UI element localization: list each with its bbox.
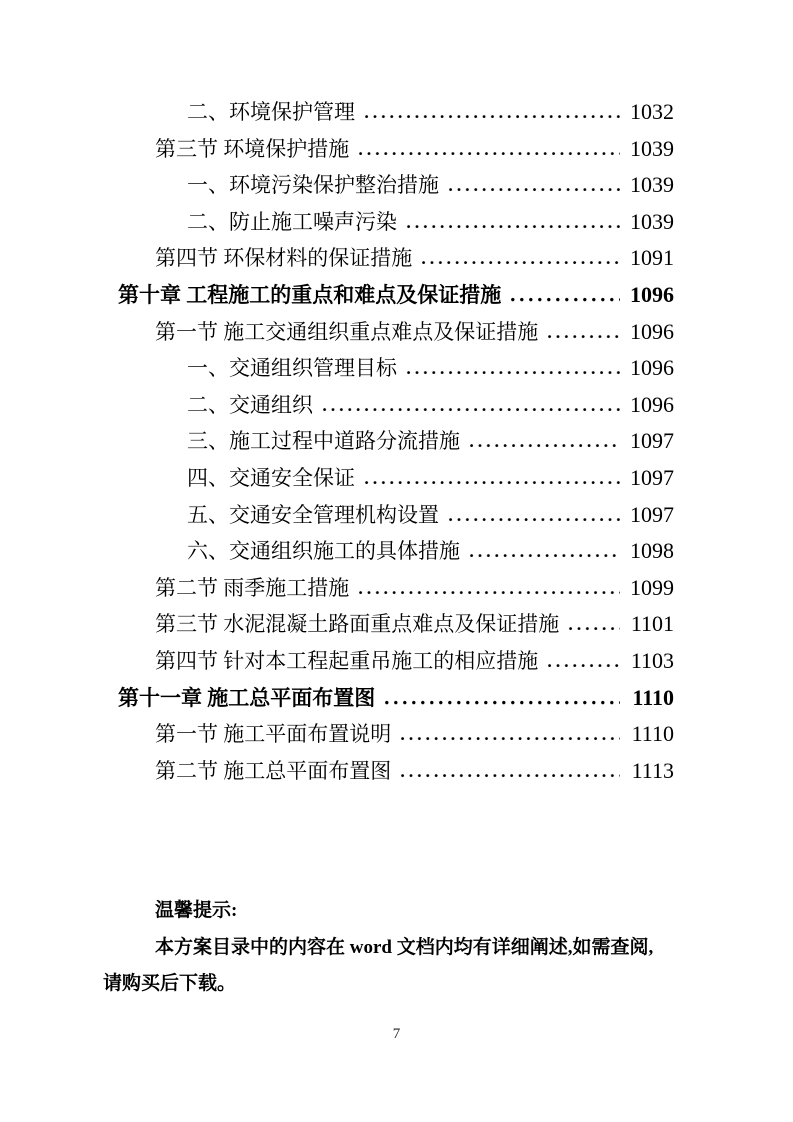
toc-entry-page: 1039 bbox=[630, 135, 674, 161]
toc-entry[interactable] bbox=[103, 350, 674, 387]
toc-entry-label: 一、交通组织管理目标 bbox=[187, 356, 397, 381]
toc-leader-dots bbox=[569, 626, 620, 631]
toc-entry[interactable] bbox=[103, 277, 674, 314]
toc-leader-dots bbox=[359, 151, 620, 156]
toc-entry-label: 二、交通组织 bbox=[187, 392, 313, 417]
toc-entry[interactable] bbox=[103, 423, 674, 460]
toc-leader-dots bbox=[449, 187, 620, 192]
toc-leader-dots bbox=[365, 480, 620, 485]
toc-leader-dots bbox=[511, 297, 620, 302]
toc-entry-page: 1096 bbox=[630, 391, 674, 417]
toc-entry-page: 1097 bbox=[630, 464, 674, 490]
toc-entry-label: 三、施工过程中道路分流措施 bbox=[187, 429, 460, 454]
toc-entry-label: 第十一章 施工总平面布置图 bbox=[118, 685, 376, 710]
notice-line-1: 本方案目录中的内容在 word 文档内均有详细阐述,如需查阅, bbox=[155, 936, 654, 958]
toc-entry-label: 第三节 环境保护措施 bbox=[155, 136, 350, 161]
toc-entry-page: 1101 bbox=[630, 611, 674, 637]
footer-page-number: 7 bbox=[392, 1026, 401, 1042]
toc-leader-dots bbox=[470, 443, 620, 448]
toc-entry[interactable] bbox=[103, 570, 674, 607]
toc-entry-label: 第一节 施工交通组织重点难点及保证措施 bbox=[155, 319, 539, 344]
toc-leader-dots bbox=[422, 260, 620, 265]
toc-leader-dots bbox=[470, 553, 620, 558]
toc-entry-label: 五、交通安全管理机构设置 bbox=[187, 502, 439, 527]
toc-leader-dots bbox=[548, 663, 620, 668]
toc-entry-label: 二、环境保护管理 bbox=[187, 100, 355, 124]
toc-entry-label: 第四节 环保材料的保证措施 bbox=[155, 246, 413, 271]
toc-entry-page: 1110 bbox=[631, 721, 674, 747]
toc-leader-dots bbox=[407, 370, 620, 375]
toc-entry-label: 第一节 施工平面布置说明 bbox=[155, 722, 392, 747]
toc-entry-page: 1039 bbox=[630, 208, 674, 234]
toc-entry[interactable] bbox=[103, 204, 674, 241]
toc-entry[interactable] bbox=[103, 533, 674, 570]
toc-leader-dots bbox=[401, 736, 620, 741]
toc-leader-dots bbox=[365, 114, 620, 119]
toc-entry[interactable] bbox=[103, 680, 674, 717]
notice-line-2: 请购买后下载。 bbox=[103, 973, 237, 994]
toc-entry[interactable] bbox=[103, 460, 674, 497]
toc-leader-dots bbox=[323, 407, 620, 412]
toc-leader-dots bbox=[449, 517, 620, 522]
toc-entry[interactable] bbox=[103, 606, 674, 643]
toc-entry-page: 1096 bbox=[630, 355, 674, 381]
notice-title: 温馨提示: bbox=[155, 900, 238, 921]
toc-entry[interactable] bbox=[103, 167, 674, 204]
toc-entry-label: 第四节 针对本工程起重吊施工的相应措施 bbox=[155, 648, 539, 673]
table-of-contents bbox=[103, 94, 674, 789]
toc-entry[interactable] bbox=[103, 94, 674, 131]
toc-entry[interactable] bbox=[103, 131, 674, 168]
toc-entry-page: 1110 bbox=[632, 684, 674, 710]
toc-entry[interactable] bbox=[103, 387, 674, 424]
toc-entry-label: 六、交通组织施工的具体措施 bbox=[187, 539, 460, 564]
toc-entry[interactable] bbox=[103, 240, 674, 277]
toc-entry-page: 1097 bbox=[630, 501, 674, 527]
toc-leader-dots bbox=[359, 590, 620, 595]
toc-entry-page: 1103 bbox=[630, 647, 674, 673]
toc-entry-label: 四、交通安全保证 bbox=[187, 465, 355, 490]
toc-entry-label: 第三节 水泥混凝土路面重点难点及保证措施 bbox=[155, 612, 560, 637]
toc-entry-label: 二、防止施工噪声污染 bbox=[187, 209, 397, 234]
toc-entry-page: 1096 bbox=[630, 281, 674, 307]
toc-leader-dots bbox=[401, 773, 620, 778]
toc-entry-page: 1032 bbox=[630, 99, 674, 124]
toc-entry-page: 1096 bbox=[630, 318, 674, 344]
toc-entry-page: 1113 bbox=[631, 757, 674, 783]
toc-entry[interactable] bbox=[103, 753, 674, 790]
toc-entry[interactable] bbox=[103, 314, 674, 351]
toc-entry-label: 一、环境污染保护整治措施 bbox=[187, 173, 439, 198]
toc-entry-label: 第十章 工程施工的重点和难点及保证措施 bbox=[118, 282, 502, 307]
toc-entry-label: 第二节 施工总平面布置图 bbox=[155, 758, 392, 783]
toc-leader-dots bbox=[407, 224, 620, 229]
toc-entry-page: 1091 bbox=[630, 245, 674, 271]
toc-leader-dots bbox=[385, 700, 620, 705]
toc-entry[interactable] bbox=[103, 643, 674, 680]
toc-entry[interactable] bbox=[103, 497, 674, 534]
notice-block bbox=[103, 893, 688, 1003]
toc-entry-page: 1098 bbox=[630, 538, 674, 564]
toc-entry-page: 1097 bbox=[630, 428, 674, 454]
toc-entry[interactable] bbox=[103, 716, 674, 753]
toc-leader-dots bbox=[548, 334, 620, 339]
toc-entry-label: 第二节 雨季施工措施 bbox=[155, 575, 350, 600]
toc-entry-page: 1039 bbox=[630, 172, 674, 198]
toc-entry-page: 1099 bbox=[630, 574, 674, 600]
